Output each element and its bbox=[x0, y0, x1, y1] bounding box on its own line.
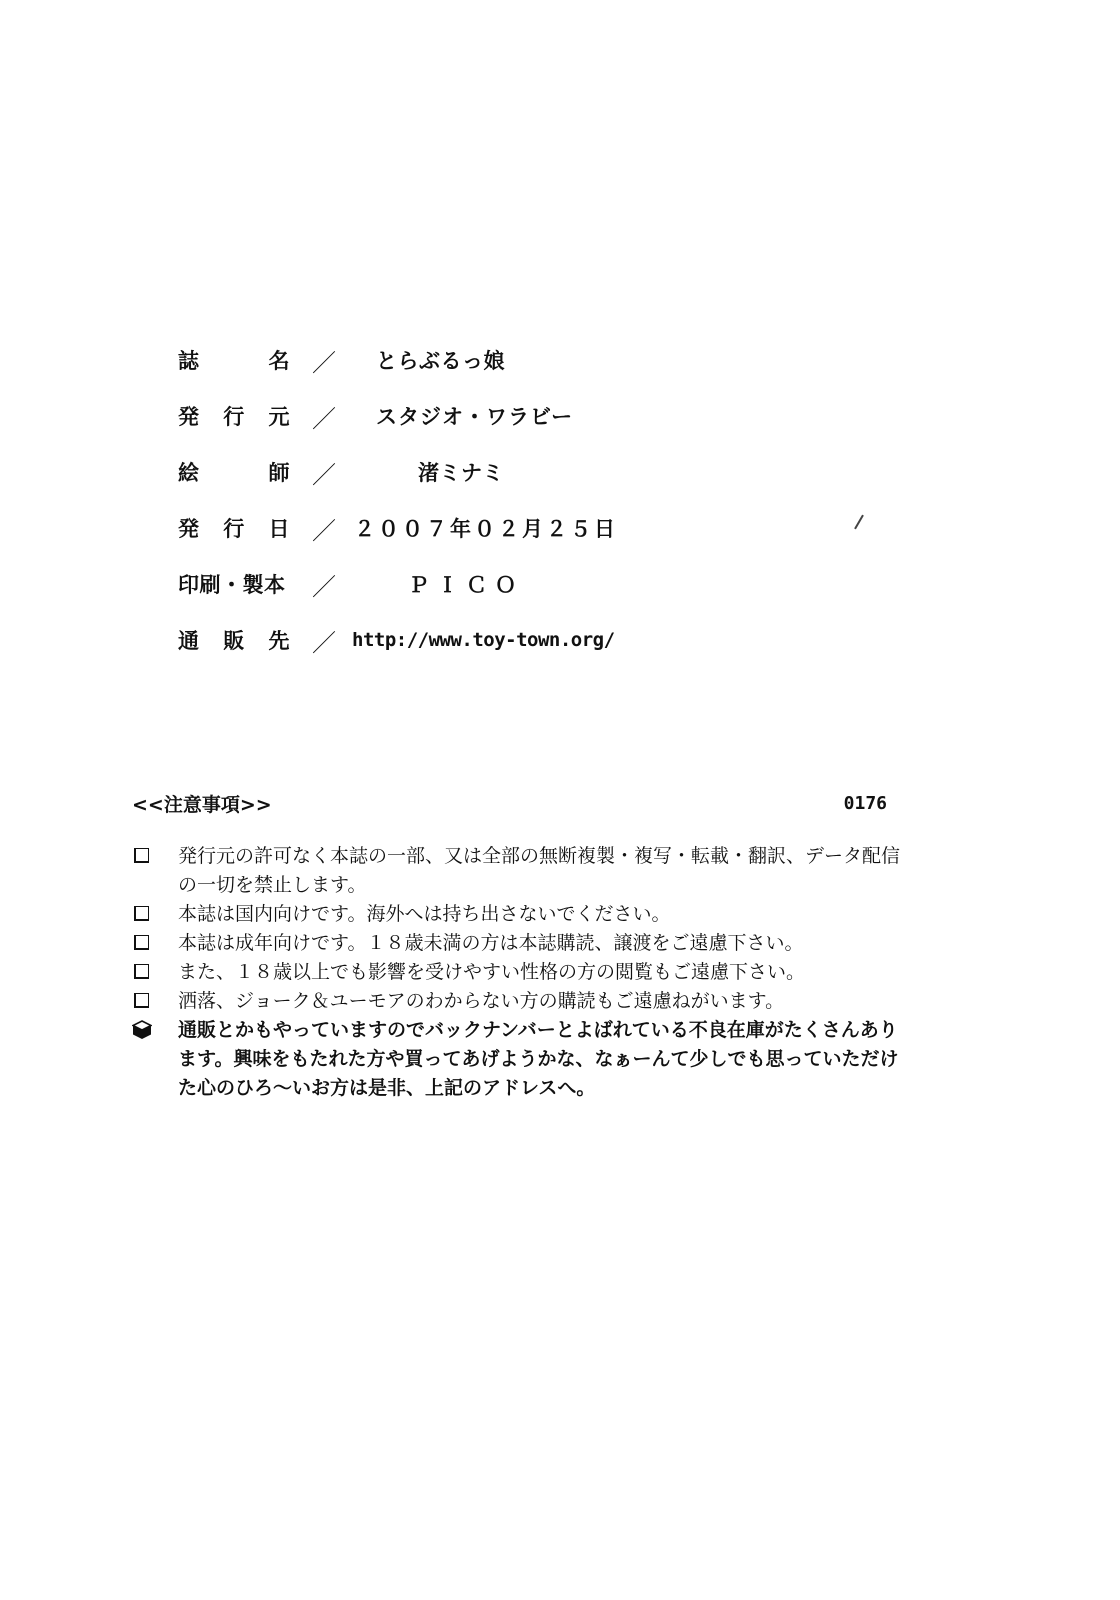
note-text: 通販とかもやっていますのでバックナンバーとよばれている不良在庫がたくさんあります。興味をもたれた方や買ってあげようかな、なぁーんて少しでも思っていただけた心のひろ～いお方は是非、上記のアドレスへ。 bbox=[178, 1019, 899, 1099]
label-char: 絵 bbox=[178, 461, 200, 485]
colophon-label bbox=[178, 457, 290, 487]
colophon-row-artist bbox=[178, 444, 938, 500]
colophon-label bbox=[178, 569, 290, 599]
label-char: 発 bbox=[178, 405, 200, 429]
colophon-label bbox=[178, 401, 290, 431]
colophon-value-printer: ＰＩＣＯ bbox=[408, 573, 524, 597]
list-item bbox=[132, 929, 907, 958]
note-text: 本誌は成年向けです。１８歳未満の方は本誌購読、譲渡をご遠慮下さい。 bbox=[178, 932, 804, 954]
colophon-label bbox=[178, 345, 290, 375]
label-char: 元 bbox=[268, 405, 290, 429]
colophon-row-printer bbox=[178, 556, 938, 612]
list-item bbox=[132, 987, 907, 1016]
slash-separator: ／ bbox=[312, 572, 337, 601]
notes-list bbox=[132, 842, 907, 1103]
notes-header bbox=[132, 790, 887, 817]
slash-separator: ／ bbox=[312, 460, 337, 489]
colophon-value-url: http://www.toy-town.org/ bbox=[352, 629, 615, 651]
checkbox-icon bbox=[134, 906, 149, 921]
list-item bbox=[132, 900, 907, 929]
slash-separator: ／ bbox=[312, 628, 337, 657]
label-char: 師 bbox=[268, 461, 290, 485]
label-char: 販 bbox=[223, 629, 245, 653]
colophon-value-artist: 渚ミナミ bbox=[418, 461, 504, 485]
slash-separator: ／ bbox=[312, 348, 337, 377]
colophon-row-publisher bbox=[178, 388, 938, 444]
label-char: 行 bbox=[223, 517, 245, 541]
colophon-row-title bbox=[178, 332, 938, 388]
colophon-label bbox=[178, 513, 290, 543]
label-char: 先 bbox=[268, 629, 290, 653]
label-char: 発 bbox=[178, 517, 200, 541]
label-char: 通 bbox=[178, 629, 200, 653]
page-number: 0176 bbox=[843, 793, 887, 814]
slash-separator: ／ bbox=[312, 404, 337, 433]
checkbox-icon bbox=[134, 935, 149, 950]
label-char: 日 bbox=[268, 517, 290, 541]
note-text: また、１８歳以上でも影響を受けやすい性格の方の閲覧もご遠慮下さい。 bbox=[178, 961, 806, 983]
label-char: 名 bbox=[268, 349, 290, 373]
note-text: 本誌は国内向けです。海外へは持ち出さないでください。 bbox=[178, 903, 671, 925]
colophon-row-date bbox=[178, 500, 938, 556]
colophon-row-mailorder bbox=[178, 612, 938, 668]
colophon-value-date: ２００７年０２月２５日 bbox=[354, 517, 618, 541]
colophon-value-title: とらぶるっ娘 bbox=[376, 349, 505, 373]
slash-separator: ／ bbox=[312, 516, 337, 545]
colophon-value-publisher: スタジオ・ワラビー bbox=[376, 405, 574, 429]
label-char: 誌 bbox=[178, 349, 200, 373]
checkbox-icon bbox=[134, 993, 149, 1008]
checkbox-icon bbox=[134, 964, 149, 979]
list-item bbox=[132, 1016, 907, 1103]
notes-title: <<注意事項>> bbox=[132, 794, 272, 816]
label-char: 行 bbox=[223, 405, 245, 429]
list-item bbox=[132, 842, 907, 900]
colophon-label bbox=[178, 625, 290, 655]
colophon bbox=[178, 332, 938, 668]
cube-icon bbox=[132, 1020, 152, 1040]
checkbox-icon bbox=[134, 848, 149, 863]
label-char: 印刷・製本 bbox=[178, 573, 286, 597]
list-item bbox=[132, 958, 907, 987]
note-text: 発行元の許可なく本誌の一部、又は全部の無断複製・複写・転載・翻訳、データ配信の一切を禁止します。 bbox=[178, 845, 901, 896]
note-text: 洒落、ジョーク＆ユーモアのわからない方の購読もご遠慮ねがいます。 bbox=[178, 990, 785, 1012]
